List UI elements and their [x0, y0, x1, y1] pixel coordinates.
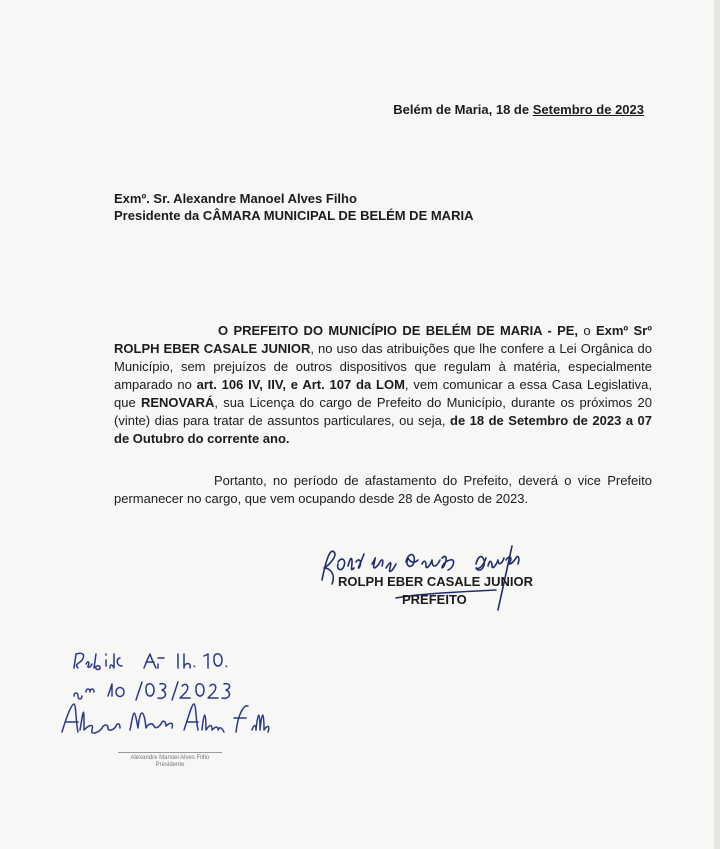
recipient-block: [114, 190, 473, 224]
body-paragraph-1: [114, 322, 652, 448]
receipt-handwritten-note: [60, 646, 340, 751]
mayor-heading: O PREFEITO DO MUNICÍPIO DE BELÉM DE MARIA - PE,: [218, 323, 579, 338]
text-fragment: , no uso das atribuições que lhe confere a Lei Orgânica do Município, sem prejuízos de outros dispositivos que regulam à matéria, especialmente amparado no: [114, 341, 652, 392]
place-date-prefix: Belém de Maria, 18 de: [393, 102, 530, 117]
mayor-name: Exmº Srº ROLPH EBER CASALE JUNIOR: [114, 323, 652, 356]
stamp-name: Alexandre Manoel Alves Filho: [130, 755, 210, 761]
mayor-name-signature: ROLPH EBER CASALE JUNIOR: [338, 574, 534, 589]
stamp-line: [118, 752, 222, 753]
legal-reference: art. 106 IV, IIV, e Art. 107 da LOM: [196, 377, 405, 392]
mayor-title: PREFEITO: [402, 592, 467, 607]
page-edge-shadow: [714, 0, 720, 849]
renewal-keyword: RENOVARÁ: [140, 395, 215, 410]
place-date-month-year: Setembro de 2023: [532, 102, 644, 117]
place-date: [360, 102, 644, 117]
recipient-title: Presidente da CÂMARA MUNICIPAL DE BELÉM DE MARIA: [114, 208, 474, 223]
body-paragraph-2: Portanto, no período de afastamento do Prefeito, deverá o vice Prefeito permanecer no cargo, que vem ocupando desde 28 de Agosto de 2023.: [114, 473, 652, 506]
leave-period: de 18 de Setembro de 2023 a 07 de Outubro do corrente ano.: [114, 413, 652, 446]
text-fragment: , vem comunicar a essa Casa Legislativa, que: [114, 377, 652, 410]
stamp-role: Presidente: [155, 762, 185, 768]
recipient-name: Exmº. Sr. Alexandre Manoel Alves Filho: [114, 191, 357, 206]
mayor-signature-block: [316, 540, 576, 620]
text-fragment: , sua Licença do cargo de Prefeito do Município, durante os próximos 20 (vinte) dias para tratar de assuntos particulares, ou seja,: [114, 395, 652, 428]
receipt-handwriting: [60, 646, 340, 746]
receipt-stamp: [118, 752, 222, 769]
text-fragment: o: [578, 323, 596, 338]
